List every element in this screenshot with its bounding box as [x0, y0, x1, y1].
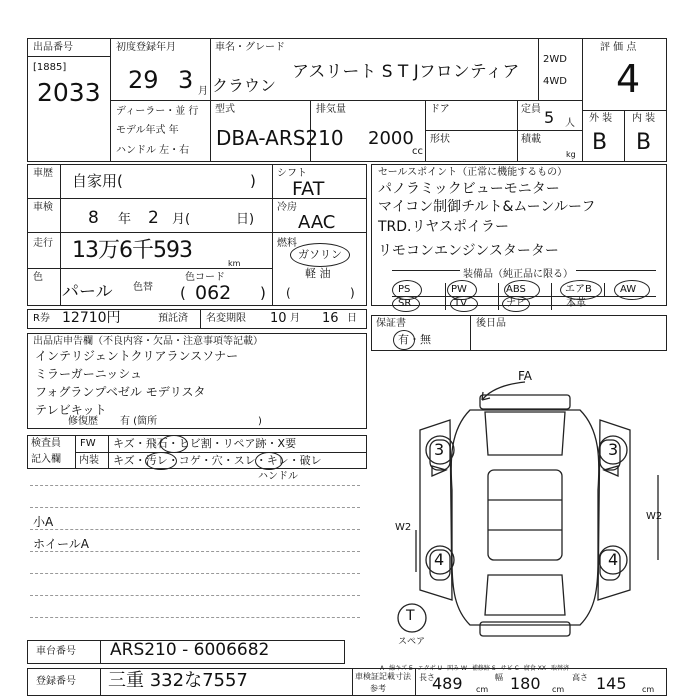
door-label: ドア	[430, 104, 450, 115]
remark-line	[30, 485, 360, 486]
divider	[470, 315, 471, 351]
remark-line	[30, 595, 360, 596]
warranty-later-label: 後日品	[476, 318, 506, 329]
front-note: FA	[518, 369, 533, 383]
fw-chip-circle	[160, 435, 188, 453]
repair-label: 修復歴	[68, 416, 98, 427]
car-name: クラウン	[212, 76, 277, 95]
fuel-gasoline: ガソリン	[298, 248, 342, 261]
color-code-label: 色コード	[185, 272, 225, 283]
fuel-close: )	[350, 286, 355, 300]
score-value: 4	[616, 57, 641, 101]
fw-tag: FW	[80, 438, 96, 449]
kg-unit: kg	[566, 150, 576, 159]
color-code-value: 062	[195, 282, 232, 304]
inspection-month-unit: 月(	[172, 212, 191, 227]
spare-mark: T	[406, 608, 415, 624]
divider	[604, 283, 605, 296]
recycle-label: R券	[33, 313, 50, 324]
notes-line: フォグランプベゼル モデリスタ	[35, 385, 206, 399]
divider	[425, 100, 426, 162]
remark-line	[30, 573, 360, 574]
lot-sub: [1885]	[33, 62, 67, 73]
cm-unit: cm	[552, 685, 565, 694]
interior-wear-circle	[255, 452, 283, 470]
equipment-label: 装備品（純正品に限る）	[460, 269, 576, 281]
color-change-label: 色替	[133, 282, 153, 293]
sales-points-label: セールスポイント（正常に機能するもの）	[378, 167, 568, 178]
grade: アスリート S T Jフロンティア	[292, 62, 520, 82]
sales-point-line: パノラミックビューモニター	[378, 181, 560, 197]
car-name-label: 車名・グレード	[215, 42, 285, 53]
divider	[100, 668, 101, 696]
equip-navi: ナビ	[506, 298, 526, 309]
warranty-selected-circle	[393, 330, 415, 350]
fuel-label: 燃料	[277, 238, 297, 249]
shift-value: FAT	[292, 178, 325, 200]
width-value: 180	[510, 674, 541, 693]
shape-label: 形状	[430, 134, 450, 145]
cm-unit: cm	[642, 685, 655, 694]
recycle-amount: 12710円	[62, 310, 121, 326]
exterior-label: 外 装	[589, 113, 613, 124]
capacity-label: 定員	[521, 104, 541, 115]
first-reg-month: 3	[178, 66, 194, 94]
equip-airbag: エアB	[565, 284, 592, 295]
type-label: 型式	[215, 104, 235, 115]
divider	[100, 640, 101, 664]
km-unit: km	[228, 259, 241, 268]
load-label: 積載	[521, 134, 541, 145]
score-label: 評 価 点	[600, 42, 637, 53]
interior-stain-circle	[145, 452, 177, 470]
mileage-label: 走行	[33, 238, 53, 249]
notes-line: ミラーガーニッシュ	[35, 367, 143, 381]
drive-4wd: 4WD	[543, 76, 567, 87]
interior-items: キズ・汚レ・コゲ・穴・スレ・キレ・破レ	[113, 454, 322, 467]
lot-label: 出品番号	[33, 42, 73, 53]
inspection-label: 車検	[33, 202, 53, 213]
w2-right: W2	[646, 511, 663, 522]
notes-line: インテリジェントクリアランスソナー	[35, 349, 239, 363]
history-label: 車歴	[33, 168, 53, 179]
color-code-close: )	[260, 284, 266, 302]
name-change-label: 名変期限	[206, 313, 246, 324]
spare-label: スペア	[398, 637, 426, 647]
equip-sr: SR	[398, 298, 412, 309]
notes-label: 出品店申告欄（不良内容・欠品・注意事項等記載）	[33, 336, 263, 347]
divider	[551, 283, 552, 310]
inspection-year-unit: 年	[118, 212, 132, 227]
width-label: 幅	[495, 673, 503, 682]
inspector-label: 検査員	[31, 438, 61, 449]
warranty-label: 保証書	[376, 318, 406, 329]
equip-aw: AW	[620, 284, 637, 295]
ac-value: AAC	[298, 212, 336, 233]
history-value: 自家用(	[72, 172, 123, 190]
divider	[582, 38, 583, 162]
month-unit: 月	[198, 86, 208, 97]
divider	[445, 283, 446, 310]
length-label: 長さ	[419, 673, 435, 682]
fuel-selected-circle	[290, 243, 350, 267]
name-change-month: 10	[270, 311, 287, 326]
plate-value: 三重 332な7557	[108, 670, 248, 691]
recycle-status: 預託済	[158, 313, 188, 324]
w2-left: W2	[395, 522, 412, 533]
fuel-diesel: 軽 油	[305, 267, 331, 280]
first-reg-year: 29	[128, 66, 159, 94]
divider	[498, 283, 499, 310]
fw-items: キズ・飛石・ヒビ割・リペア跡・X要	[113, 437, 297, 450]
interior-label: 内 装	[632, 113, 656, 124]
divider	[425, 130, 582, 131]
tire-front-left: 3	[434, 440, 445, 459]
cm-unit: cm	[476, 685, 489, 694]
size-label: 車検証記載寸法	[355, 672, 411, 681]
type-value: DBA-ARS210	[216, 126, 344, 150]
equip-pw: PW	[451, 284, 467, 295]
equip-tv-circle	[450, 296, 478, 312]
day-unit: 日	[347, 313, 357, 324]
dealer-label: ディーラー・並 行	[116, 106, 199, 117]
equip-tv: TV	[454, 298, 467, 309]
inspection-month: 2	[148, 208, 159, 228]
lot-number: 2033	[37, 78, 101, 107]
plate-label: 登録番号	[36, 676, 76, 687]
remark-line	[30, 507, 360, 508]
cc-unit: cc	[412, 146, 423, 157]
month-unit: 月	[290, 313, 300, 324]
repair-value: 有 (箇所	[120, 416, 158, 427]
inspection-day-unit: 日)	[236, 212, 255, 227]
color-label: 色	[33, 272, 43, 283]
mileage-value: 13万6千593	[72, 238, 192, 263]
ac-label: 冷房	[277, 202, 297, 213]
color-code-open: (	[180, 284, 186, 302]
divider	[538, 38, 539, 100]
divider	[200, 309, 201, 329]
equip-navi-circle	[502, 296, 530, 312]
interior-grade: B	[636, 130, 652, 155]
sales-point-line: TRD.リヤスポイラー	[378, 219, 509, 235]
repair-close: )	[258, 416, 262, 427]
divider	[27, 56, 110, 57]
remark-line	[30, 551, 360, 552]
equip-aw-circle	[614, 280, 650, 300]
car-diagram	[380, 360, 670, 660]
equip-sr-circle	[392, 296, 420, 312]
length-value: 489	[432, 674, 463, 693]
color-value: パール	[62, 282, 113, 302]
notes-line: テレビキット	[35, 403, 107, 417]
sales-point-line: マイコン制御チルト&ムーンルーフ	[378, 199, 596, 215]
entry-label: 記入欄	[31, 454, 61, 465]
height-label: 高さ	[572, 673, 588, 682]
capacity-value: 5	[544, 108, 555, 127]
displacement-value: 2000	[368, 128, 414, 149]
shift-label: シフト	[277, 168, 307, 179]
interior-tag: 内装	[79, 455, 99, 466]
divider	[352, 668, 353, 696]
divider	[624, 110, 625, 162]
equip-airbag-circle	[560, 280, 602, 300]
chassis-value: ARS210 - 6006682	[110, 640, 270, 660]
damage-legend: A−線キズ E−エクボ U−凹み W−補修跡 S−サビ C−腐食 XX−取替済	[380, 665, 569, 672]
handle-note: ハンドル	[258, 471, 298, 482]
name-change-day: 16	[322, 311, 339, 326]
tire-front-right: 3	[608, 440, 619, 459]
displacement-label: 排気量	[316, 104, 346, 115]
inspection-year: 8	[88, 208, 99, 228]
divider	[415, 668, 416, 696]
warranty-options: 有・無	[398, 333, 431, 346]
first-reg-label: 初度登録年月	[116, 42, 176, 53]
remark-text: 小A	[33, 515, 54, 529]
remark-line	[30, 617, 360, 618]
tire-rear-left: 4	[434, 550, 445, 569]
divider	[110, 100, 582, 101]
sales-point-line: リモコンエンジンスターター	[378, 243, 559, 259]
fuel-open: (	[286, 286, 291, 300]
model-year-label: モデル年式 年	[116, 125, 179, 136]
chassis-label: 車台番号	[36, 646, 76, 657]
divider	[517, 100, 518, 162]
remark-line	[30, 529, 360, 530]
equip-abs: ABS	[506, 284, 526, 295]
divider	[272, 164, 273, 306]
remark-text: ホイールA	[33, 537, 89, 551]
handle-label: ハンドル 左・右	[116, 145, 190, 156]
tire-rear-right: 4	[608, 550, 619, 569]
drive-2wd: 2WD	[543, 54, 567, 65]
divider	[75, 452, 367, 453]
equip-ps: PS	[398, 284, 411, 295]
exterior-grade: B	[592, 130, 608, 155]
history-close: )	[250, 172, 256, 190]
size-sub: 参考	[370, 684, 386, 693]
divider	[60, 164, 61, 306]
equip-leather: 本革	[566, 298, 586, 309]
height-value: 145	[596, 674, 627, 693]
capacity-unit: 人	[565, 118, 575, 129]
